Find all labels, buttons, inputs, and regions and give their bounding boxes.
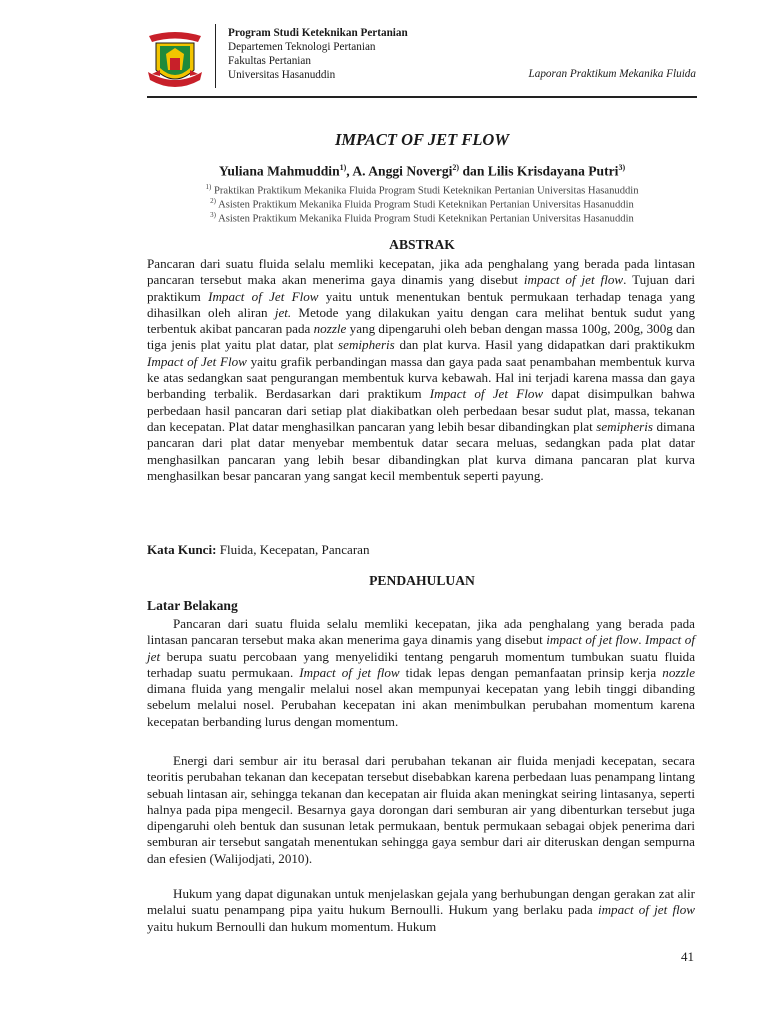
department-name: Departemen Teknologi Pertanian [228, 41, 376, 53]
keywords-value: Fluida, Kecepatan, Pancaran [216, 542, 370, 557]
author-1-sup: 1) [339, 163, 347, 172]
affiliation-2: $^{2)}$ Asisten Praktikum Mekanika Fluida Program Studi Keteknikan Pertanian Universitas Hasanuddin [210, 197, 634, 211]
keywords-label: Kata Kunci: [147, 542, 217, 557]
faculty-name: Fakultas Pertanian [228, 55, 311, 67]
affiliation-3: $^{3)}$ Asisten Praktikum Mekanika Fluida Program Studi Keteknikan Pertanian Universitas Hasanuddin [210, 211, 634, 225]
header-divider [215, 24, 216, 88]
program-name: Program Studi Keteknikan Pertanian [228, 27, 408, 39]
university-name: Universitas Hasanuddin [228, 69, 336, 81]
author-2-sup: 2) [452, 163, 460, 172]
abstract-heading: ABSTRAK [389, 237, 455, 252]
author-line [147, 163, 697, 180]
intro-paragraph-2: Energi dari sembur air itu berasal dari perubahan tekanan air fluida menjadi kecepatan, secara teoritis perubahan tekanan dan kecepatan tersebut disebabkan karena perbedaan luas penampang lintang sebuah lintasan air, sehingga tekanan dan kecepatan air fluida akan meningkat seiring lintasanya, seperti halnya pada pipa mengecil. Besarnya gaya dorongan dari semburan air yang dibenturkan tersebut juga dipengaruhi oleh bentuk dan susunan letak permukaan, bentuk permukaan sebagai objek penerima dari semburan air tersebut sangatah menentukan sehingga gaya sembur dari air diteruskan dengan sempurna dan efesien (Walijodjati, 2010). [147, 753, 695, 866]
header-rule [147, 96, 697, 98]
paper-title: IMPACT OF JET FLOW [334, 130, 510, 149]
page-number: 41 [681, 949, 694, 964]
author-2: , A. Anggi Novergi [346, 163, 453, 179]
institution-block [228, 26, 408, 82]
subsection-heading: Latar Belakang [147, 598, 238, 613]
intro-heading: PENDAHULUAN [369, 573, 475, 588]
intro-paragraph-3: Hukum yang dapat digunakan untuk menjelaskan gejala yang berhubungan dengan gerakan zat alir melalui suatu penampang pipa yaitu hukum Bernoulli. Hukum yang berlaku pada impact of jet flow yaitu hukum Bernoulli dan hukum momentum. Hukum [147, 886, 696, 934]
abstract-text: Pancaran dari suatu fluida selalu memliki kecepatan, jika ada penghalang yang berada pada lintasan pancaran tersebut maka akan menerima gaya dinamis yang disebut impact of jet flow. Tujuan dari praktikum Impact of Jet Flow yaitu untuk menentukan bentuk permukaan terhadap tenaga yang dihasilkan oleh aliran jet. Metode yang dilakukan yaitu dengan cara melihat bentuk sudut yang terbentuk akibat pancaran pada nozzle yang dipengaruhi oleh beban dengan massa 100g, 200g, 300g dan tiga jenis plat yaitu plat datar, plat semipheris dan plat kurva. Hasil yang didapatkan dari praktikukm Impact of Jet Flow yaitu grafik perbandingan massa dan gaya pada saat penambahan membentuk kurva ke atas sedangkan saat pengurangan membentuk kurva kebawah. Hal ini terjadi karena massa dan gaya berbanding terbalik. Berdasarkan dari praktikum Impact of Jet Flow dapat disimpulkan bahwa perbedaan hasil pancaran dari setiap plat diakibatkan oleh perbedaan besar sudut plat, massa, tekanan dan kecepatan. Plat datar menghasilkan pancaran yang lebih besar dibandingkan plat semipheris dimana pancaran dari plat datar menyebar membentuk datar secara meluas, sedangkan pada plat datar menghasilkan pancaran yang lebih besar dibandingkan plat kurva dimana pancaran plat kurva menghasilkan besar pancaran yang sangat kecil membentuk seperti payung. [147, 256, 696, 483]
keywords [147, 542, 695, 558]
report-name: Laporan Praktikum Mekanika Fluida [528, 68, 696, 80]
author-1: Yuliana Mahmuddin [218, 163, 340, 179]
intro-paragraph-1: Pancaran dari suatu fluida selalu memliki kecepatan, jika ada penghalang yang berada pada lintasan pancaran tersebut maka akan menerima gaya dinamis yang disebut impact of jet flow. Impact of jet berupa suatu percobaan yang menyelidiki tentang pengaruh momentum tumbukan suatu fluida terhadap suatu permukaan. Impact of jet flow tidak lepas dengan pemanfaatan prinsip kerja nozzle dimana fluida yang mengalir melalui nosel akan mempunyai kecepatan yang lebih tinggi dibanding sebelum melalui nosel. Perubahan kecepatan ini akan menimbulkan perubahan momentum karena kecepatan berbanding lurus dengan momentum. [147, 616, 695, 729]
author-3-sup: 3) [618, 163, 626, 172]
author-3: dan Lilis Krisdayana Putri [459, 163, 619, 179]
university-logo [146, 26, 204, 92]
affiliation-1: $^{1)}$ Praktikan Praktikum Mekanika Fluida Program Studi Keteknikan Pertanian Universitas Hasanuddin [205, 183, 639, 197]
